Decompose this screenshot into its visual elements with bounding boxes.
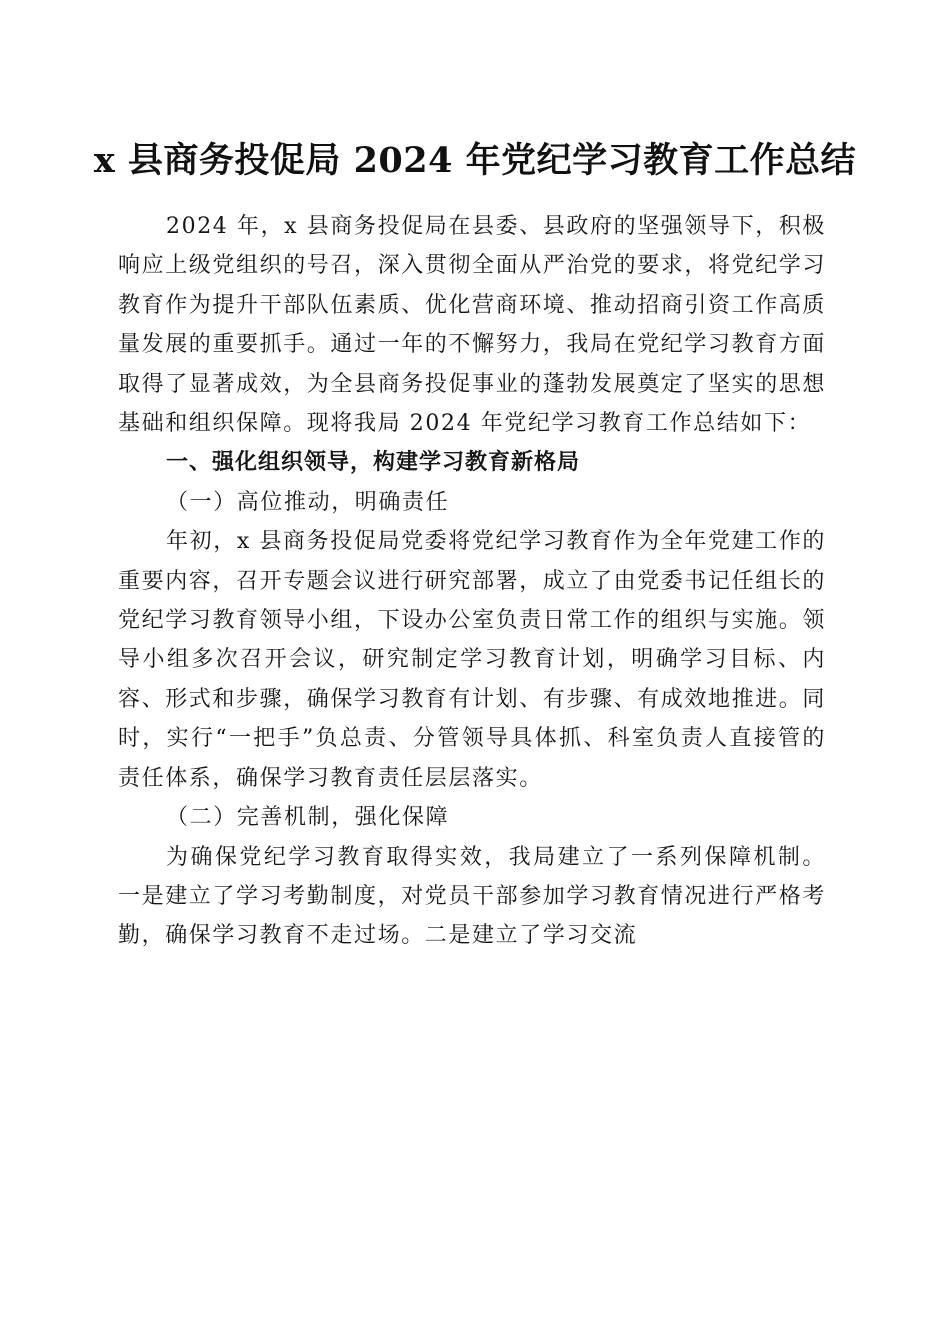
subsection-heading-2: （二）完善机制，强化保障 [166,805,450,831]
intro-paragraph: 2024 年，x 县商务投促局在县委、县政府的坚强领导下，积极响应上级党组织的号召，深入贯彻全面从严治党的要求，将党纪学习教育作为提升干部队伍素质、优化营商环境、推动招商引资工作高质量发展的重要抓手。通过一年的不懈努力，我局在党纪学习教育方面取得了显著成效，为全县商务投促事业的蓬勃发展奠定了坚实的思想基础和组织保障。现将我局 2024 年党纪学习教育工作总结如下： [118,214,827,437]
section-heading-1: 一、强化组织领导，构建学习教育新格局 [166,450,581,476]
subsection-paragraph-1: 年初，x 县商务投促局党委将党纪学习教育作为全年党建工作的重要内容，召开专题会议进行研究部署，成立了由党委书记任组长的党纪学习教育领导小组，下设办公室负责日常工作的组织与实施。领导小组多次召开会议，研究制定学习教育计划，明确学习目标、内容、形式和步骤，确保学习教育有计划、有步骤、有成效地推进。同时，实行“一把手”负总责、分管领导具体抓、科室负责人直接管的责任体系，确保学习教育责任层层落实。 [118,529,827,791]
document-body [118,207,826,956]
subsection-heading-1: （一）高位推动，明确责任 [166,489,450,515]
document-title: x 县商务投促局 2024 年党纪学习教育工作总结 [93,140,857,181]
subsection-paragraph-2: 为确保党纪学习教育取得实效，我局建立了一系列保障机制。一是建立了学习考勤制度，对党员干部参加学习教育情况进行严格考勤，确保学习教育不走过场。二是建立了学习交流 [118,844,827,949]
